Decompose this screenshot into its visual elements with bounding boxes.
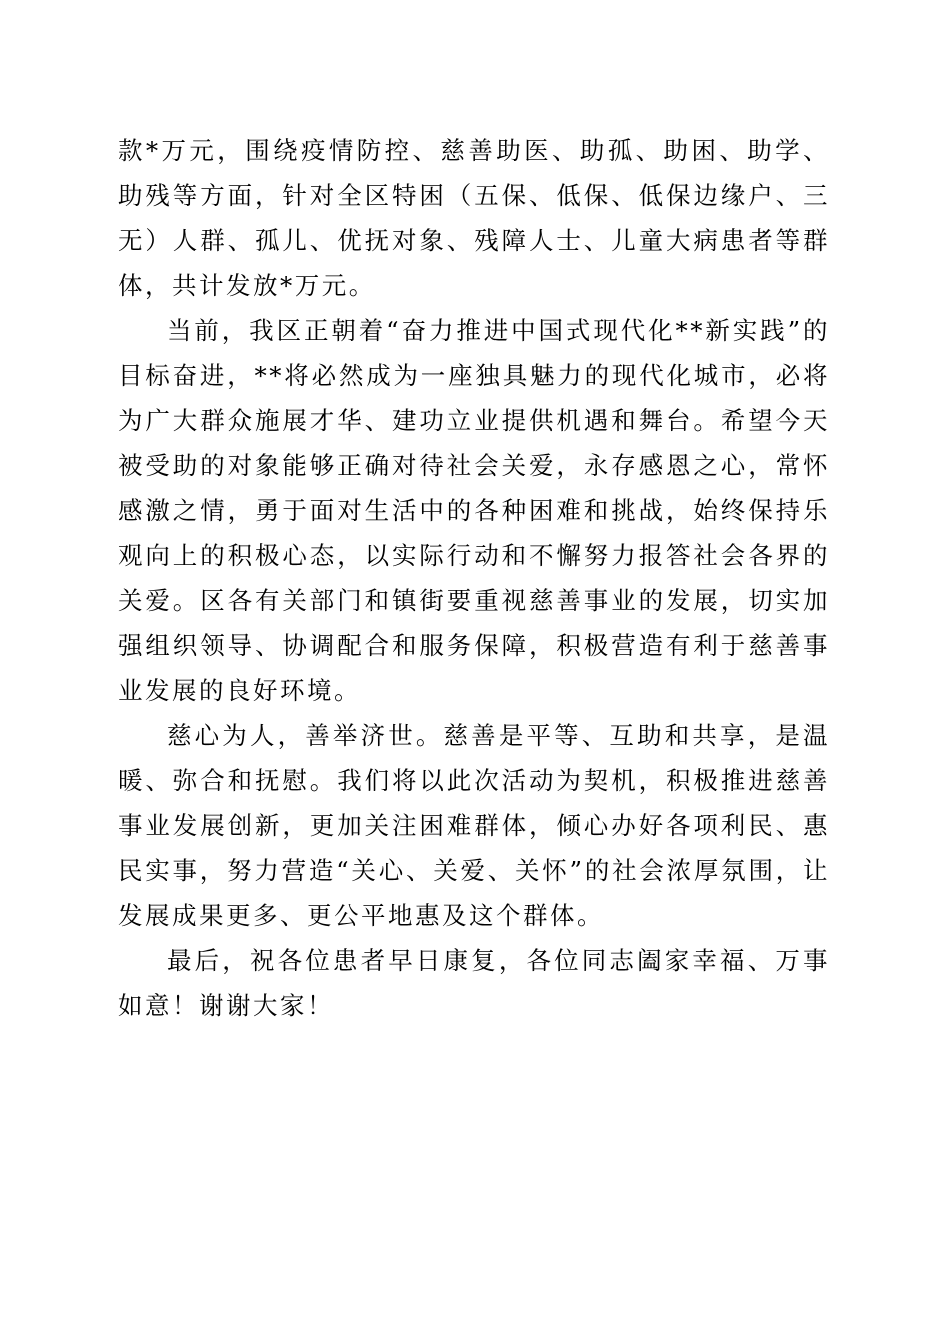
paragraph-outlook: 当前，我区正朝着“奋力推进中国式现代化**新实践”的目标奋进，**将必然成为一座独具魅力的现代化城市，必将为广大群众施展才华、建功立业提供机遇和舞台。希望今天被受助的对象能够正确对待社会关爱，永存感恩之心，常怀感激之情，勇于面对生活中的各种困难和挑战，始终保持乐观向上的积极心态，以实际行动和不懈努力报答社会各界的关爱。区各有关部门和镇街要重视慈善事业的发展，切实加强组织领导、协调配合和服务保障，积极营造有利于慈善事业发展的良好环境。 [118, 316, 830, 705]
document-body [118, 128, 830, 1028]
paragraph-closing: 最后，祝各位患者早日康复，各位同志阖家幸福、万事如意！谢谢大家！ [118, 946, 830, 1020]
paragraph-continued: 款*万元，围绕疫情防控、慈善助医、助孤、助困、助学、助残等方面，针对全区特困（五保、低保、低保边缘户、三无）人群、孤儿、优抚对象、残障人士、儿童大病患者等群体，共计发放*万元。 [118, 136, 830, 300]
paragraph-charity: 慈心为人，善举济世。慈善是平等、互助和共享，是温暖、弥合和抚慰。我们将以此次活动为契机，积极推进慈善事业发展创新，更加关注困难群体，倾心办好各项利民、惠民实事，努力营造“关心、关爱、关怀”的社会浓厚氛围，让发展成果更多、更公平地惠及这个群体。 [118, 721, 830, 930]
